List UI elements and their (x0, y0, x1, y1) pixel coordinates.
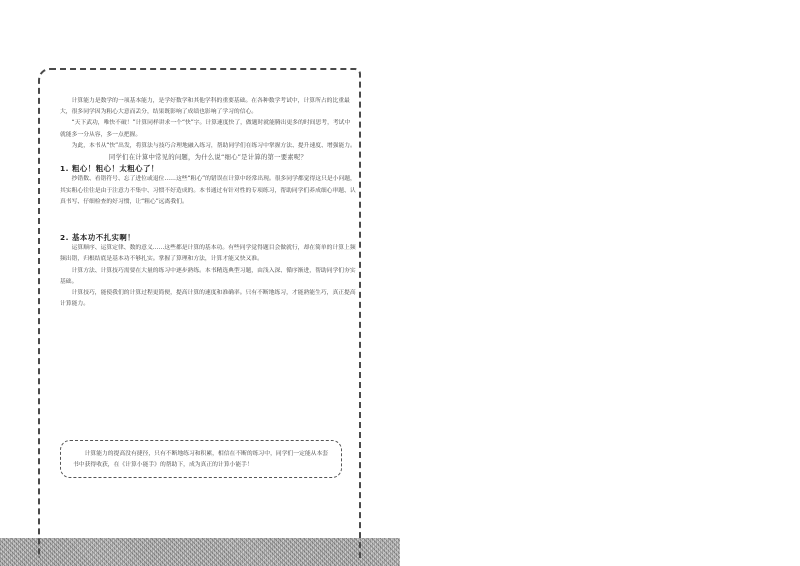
intro-paragraph-3: 为此，本书从“快”出发，将算法与技巧合理地融入练习，帮助同学们在练习中掌握方法、提升速度、增强能力。 (71, 142, 356, 149)
intro-paragraph-1: 计算能力是数学的一项基本能力，是学好数学和其他学科的重要基础。在各种数学考试中，计算所占的比重最大，很多同学因为粗心大意而丢分，结果既影响了成绩也影响了学习的信心。 (60, 98, 350, 116)
section-2-paragraph-3: 计算技巧，能使我们的计算过程更简便，提高计算的速度和准确率。只有不断地练习，才能熟能生巧，真正提高计算能力。 (60, 290, 356, 308)
section-heading-2: 2. 基本功不扎实啊！ (60, 233, 136, 243)
callout-box (60, 440, 342, 478)
section-2-paragraph-1: 运算顺序、运算定律、数的意义……这些都是计算的基本功。有些同学觉得题目会做就行，却在简单的计算上频频出错，归根结底是基本功不够扎实。掌握了算理和方法，计算才能又快又准。 (60, 245, 356, 263)
intro-paragraph-2: “天下武功，唯快不破！”计算同样讲求一个“快”字。计算速度快了，做题时就能腾出更多的时间思考，考试中就能多一分从容，多一点把握。 (60, 120, 351, 138)
section-2-paragraph-2: 计算方法、计算技巧需要在大量的练习中逐步熟练。本书精选典型习题，由浅入深、循序渐进，帮助同学们夯实基础。 (60, 267, 356, 285)
question-line: 同学们在计算中常见的问题，为什么说“细心”是计算的第一要素呢？ (108, 153, 308, 162)
section-1-paragraph-1: 抄错数、看错符号、忘了进位或退位……这些“粗心”的错误在计算中经常出现。很多同学都觉得这只是小问题，其实粗心往往是由于注意力不集中、习惯不好造成的。本书通过有针对性的专项练习，帮助同学们养成细心审题、认真书写、仔细检查的好习惯，让“粗心”远离我们。 (60, 176, 356, 205)
section-heading-1: 1. 粗心！粗心！太粗心了！ (60, 164, 159, 174)
callout-text: 计算能力的提高没有捷径，只有不断地练习和积累，相信在不断的练习中，同学们一定能从本套书中获得收获，在《计算小能手》的帮助下，成为真正的计算小能手！ (73, 451, 329, 468)
page-content (60, 96, 356, 310)
